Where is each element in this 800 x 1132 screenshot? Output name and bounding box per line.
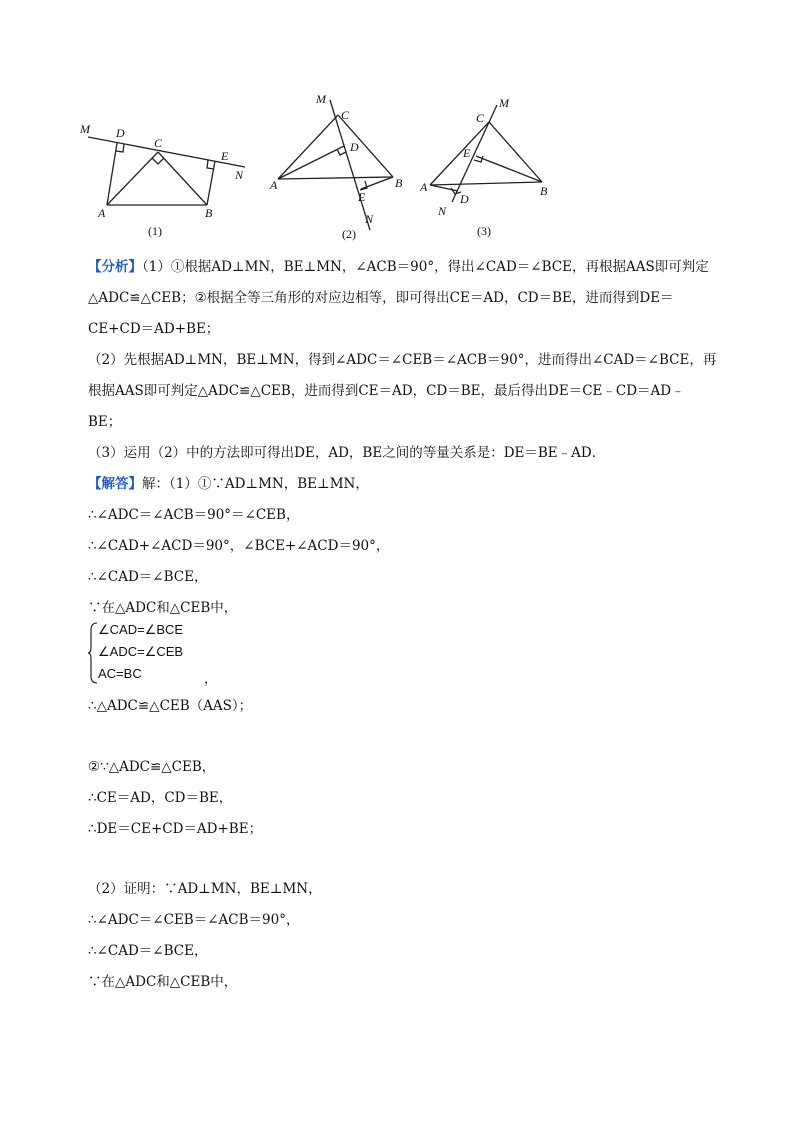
fig2-caption: (2) (342, 227, 356, 241)
system-equation-3: AC=BC (98, 666, 142, 681)
solution-line-6: ∴△ADC≌△CEB（AAS）； (88, 698, 253, 714)
fig3-segment-ab (430, 182, 542, 185)
fig3-segment-ac (430, 122, 489, 185)
fig1-label-m: M (80, 122, 90, 136)
geometry-figures (80, 85, 640, 245)
solution-line-8: ∴CE＝AD，CD＝BE， (88, 790, 233, 806)
system-equation-2: ∠ADC=∠CEB (98, 644, 184, 659)
fig3-segment-be (476, 156, 542, 182)
fig2-segment-cb (338, 115, 393, 177)
fig1-right-angle-c (152, 158, 164, 164)
fig2-segment-ab (278, 177, 393, 179)
fig3-label-n: N (438, 204, 447, 218)
fig3-label-m: M (499, 96, 509, 110)
fig1-segment-cb (158, 152, 207, 205)
fig2-right-angle-d (337, 149, 346, 155)
left-brace-icon (88, 622, 98, 684)
fig3-label-b: B (540, 184, 548, 198)
analysis-text-1: （1）①根据AD⊥MN，BE⊥MN，∠ACB＝90°，得出∠CAD＝∠BCE，再根据AAS即可判定 (142, 259, 709, 275)
fig3-label-e: E (463, 146, 471, 160)
solution-line-13: ∵在△ADC和△CEB中， (88, 974, 238, 990)
solution-line-3: ∴∠CAD+∠ACD＝90°，∠BCE+∠ACD＝90°， (88, 538, 390, 554)
fig2-segment-ad (278, 146, 344, 179)
solution-line-12: ∴∠CAD＝∠BCE， (88, 943, 208, 959)
fig1-label-b: B (205, 206, 213, 220)
fig3-label-a: A (420, 180, 428, 194)
fig2-label-a: A (270, 178, 278, 192)
system-tail: ， (204, 671, 218, 686)
solution-line-1 (88, 475, 369, 493)
fig3-segment-cb (489, 122, 542, 182)
fig2-line-mn (330, 100, 370, 230)
fig1-label-d: D (116, 126, 125, 140)
solution-line-2: ∴∠ADC＝∠ACB＝90°＝∠CEB， (88, 507, 300, 523)
analysis-line-7: （3）运用（2）中的方法即可得出DE，AD，BE之间的等量关系是：DE＝BE﹣AD． (88, 445, 606, 461)
analysis-line-1 (88, 258, 709, 276)
solution-line-5: ∵在△ADC和△CEB中， (88, 600, 238, 616)
fig1-label-a: A (98, 206, 106, 220)
solution-tag: 【解答】 (88, 476, 142, 492)
fig2-label-c: C (341, 108, 350, 122)
system-equation-1: ∠CAD=∠BCE (98, 622, 184, 637)
fig3-label-c: C (476, 111, 485, 125)
fig1-caption: (1) (148, 224, 162, 238)
fig2-label-e: E (358, 190, 366, 204)
solution-line-9: ∴DE＝CE+CD＝AD+BE； (88, 821, 263, 837)
figures-svg (80, 85, 640, 245)
fig2-label-d: D (350, 140, 359, 154)
analysis-line-5: 根据AAS即可判定△ADC≌△CEB，进而得到CE＝AD，CD＝BE，最后得出DE＝CE﹣CD＝AD﹣ (88, 383, 685, 399)
solution-line-7: ②∵△ADC≌△CEB， (88, 759, 216, 775)
fig1-label-n: N (235, 168, 244, 182)
analysis-tag: 【分析】 (88, 259, 142, 275)
equation-system (88, 622, 288, 684)
fig1-label-c: C (154, 136, 163, 150)
solution-text-1: 解：（1）①∵AD⊥MN，BE⊥MN， (142, 476, 369, 492)
fig3-caption: (3) (477, 224, 491, 238)
solution-line-11: ∴∠ADC＝∠CEB＝∠ACB＝90°， (88, 912, 300, 928)
fig2-segment-ac (278, 115, 338, 179)
analysis-line-2: △ADC≌△CEB；②根据全等三角形的对应边相等，即可得出CE＝AD，CD＝BE，进而得到DE＝ (88, 290, 674, 306)
solution-line-4: ∴∠CAD＝∠BCE， (88, 569, 208, 585)
fig2-label-b: B (395, 176, 403, 190)
fig3-label-d: D (460, 192, 469, 206)
fig3-segment-ad (430, 185, 458, 191)
solution-line-10: （2）证明：∵AD⊥MN，BE⊥MN， (88, 881, 322, 897)
analysis-line-4: （2）先根据AD⊥MN，BE⊥MN，得到∠ADC＝∠CEB＝∠ACB＝90°，进而得出∠CAD＝∠BCE，再 (88, 352, 717, 368)
analysis-line-6: BE； (88, 414, 122, 430)
fig1-label-e: E (221, 149, 229, 163)
analysis-line-3: CE+CD＝AD+BE； (88, 321, 220, 337)
fig2-label-n: N (365, 212, 374, 226)
fig2-label-m: M (316, 92, 326, 106)
